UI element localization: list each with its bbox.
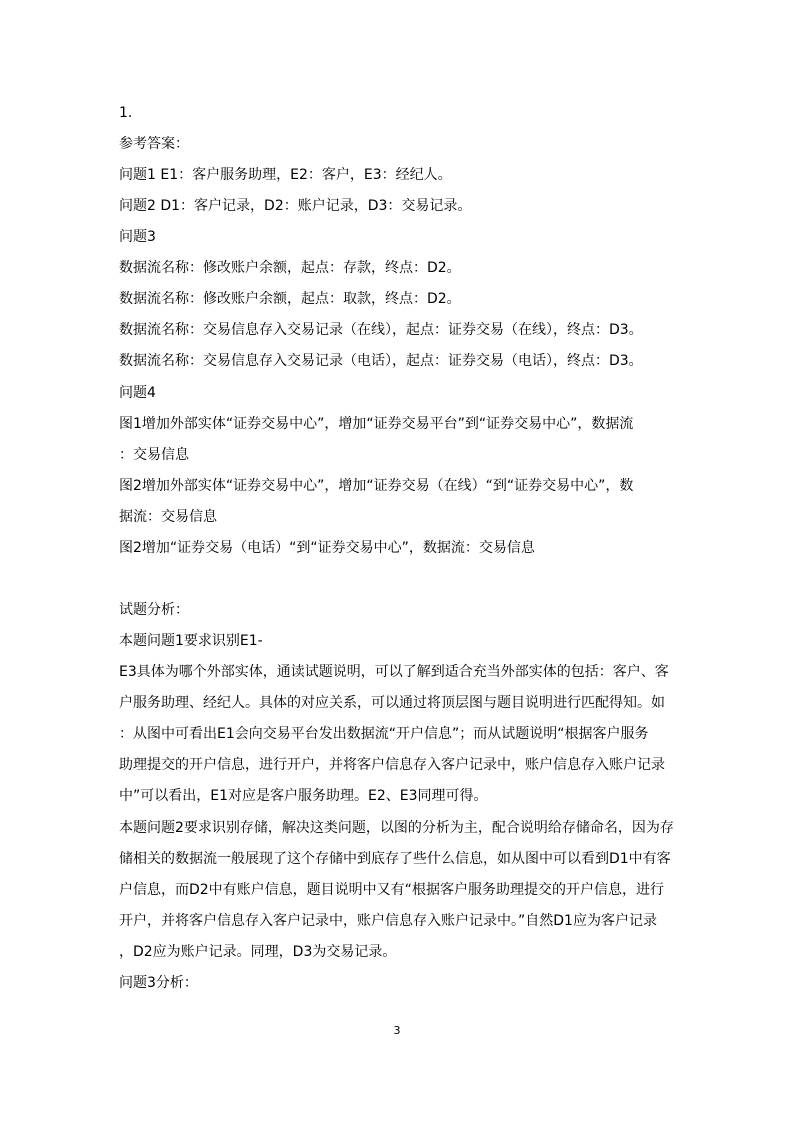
analysis-line: ：从图中可看出E1会向交易平台发出数据流“开户信息”；而从试题说明“根据客户服务 <box>119 726 649 742</box>
analysis-line: 开户，并将客户信息存入客户记录中，账户信息存入账户记录中。”自然D1应为客户记录 <box>119 913 657 929</box>
answer-line: 数据流名称：修改账户余额，起点：存款，终点：D2。 <box>119 260 461 276</box>
answer-line: 问题1 E1：客户服务助理，E2：客户，E3：经纪人。 <box>119 167 452 183</box>
answer-line: 数据流名称：修改账户余额，起点：取款，终点：D2。 <box>119 291 461 307</box>
answer-line: 问题2 D1：客户记录，D2：账户记录，D3：交易记录。 <box>119 198 472 214</box>
answer-heading: 参考答案： <box>119 136 189 152</box>
answer-line: 问题4 <box>119 385 156 401</box>
answer-line: 据流：交易信息 <box>119 509 217 525</box>
analysis-line: 户服务助理、经纪人。具体的对应关系，可以通过将顶层图与题目说明进行匹配得知。如 <box>119 695 665 711</box>
page-number: 3 <box>393 1024 401 1037</box>
analysis-line: 助理提交的开户信息，进行开户，并将客户信息存入客户记录中，账户信息存入账户记录 <box>119 757 665 773</box>
analysis-line: 户信息，而D2中有账户信息，题目说明中又有“根据客户服务助理提交的开户信息，进行 <box>119 882 664 898</box>
analysis-line: 中”可以看出，E1对应是客户服务助理。E2、E3同理可得。 <box>119 788 488 804</box>
question-number: 1. <box>119 105 133 121</box>
answer-line: 数据流名称：交易信息存入交易记录（在线），起点：证券交易（在线），终点：D3。 <box>119 322 643 338</box>
analysis-line: E3具体为哪个外部实体，通读试题说明，可以了解到适合充当外部实体的包括：客户、客 <box>119 664 669 680</box>
analysis-line: 本题问题1要求识别E1- <box>119 633 263 649</box>
answer-line: 问题3 <box>119 229 156 245</box>
analysis-line: ，D2应为账户记录。同理，D3为交易记录。 <box>119 944 397 960</box>
analysis-line: 储相关的数据流一般展现了这个存储中到底存了些什么信息，如从图中可以看到D1中有客 <box>119 851 671 867</box>
analysis-line: 本题问题2要求识别存储，解决这类问题，以图的分析为主，配合说明给存储命名，因为存 <box>119 820 674 836</box>
analysis-heading: 试题分析： <box>119 602 189 618</box>
analysis-line: 问题3分析： <box>119 975 198 991</box>
answer-line: 图2增加外部实体“证券交易中心”，增加“证券交易（在线）“到“证券交易中心”，数 <box>119 478 634 494</box>
answer-line: 数据流名称：交易信息存入交易记录（电话），起点：证券交易（电话），终点：D3。 <box>119 353 643 369</box>
answer-line: ：交易信息 <box>119 447 189 463</box>
answer-line: 图1增加外部实体“证券交易中心”，增加“证券交易平台”到“证券交易中心”，数据流 <box>119 416 634 432</box>
answer-line: 图2增加“证券交易（电话）“到“证券交易中心”，数据流：交易信息 <box>119 540 535 556</box>
